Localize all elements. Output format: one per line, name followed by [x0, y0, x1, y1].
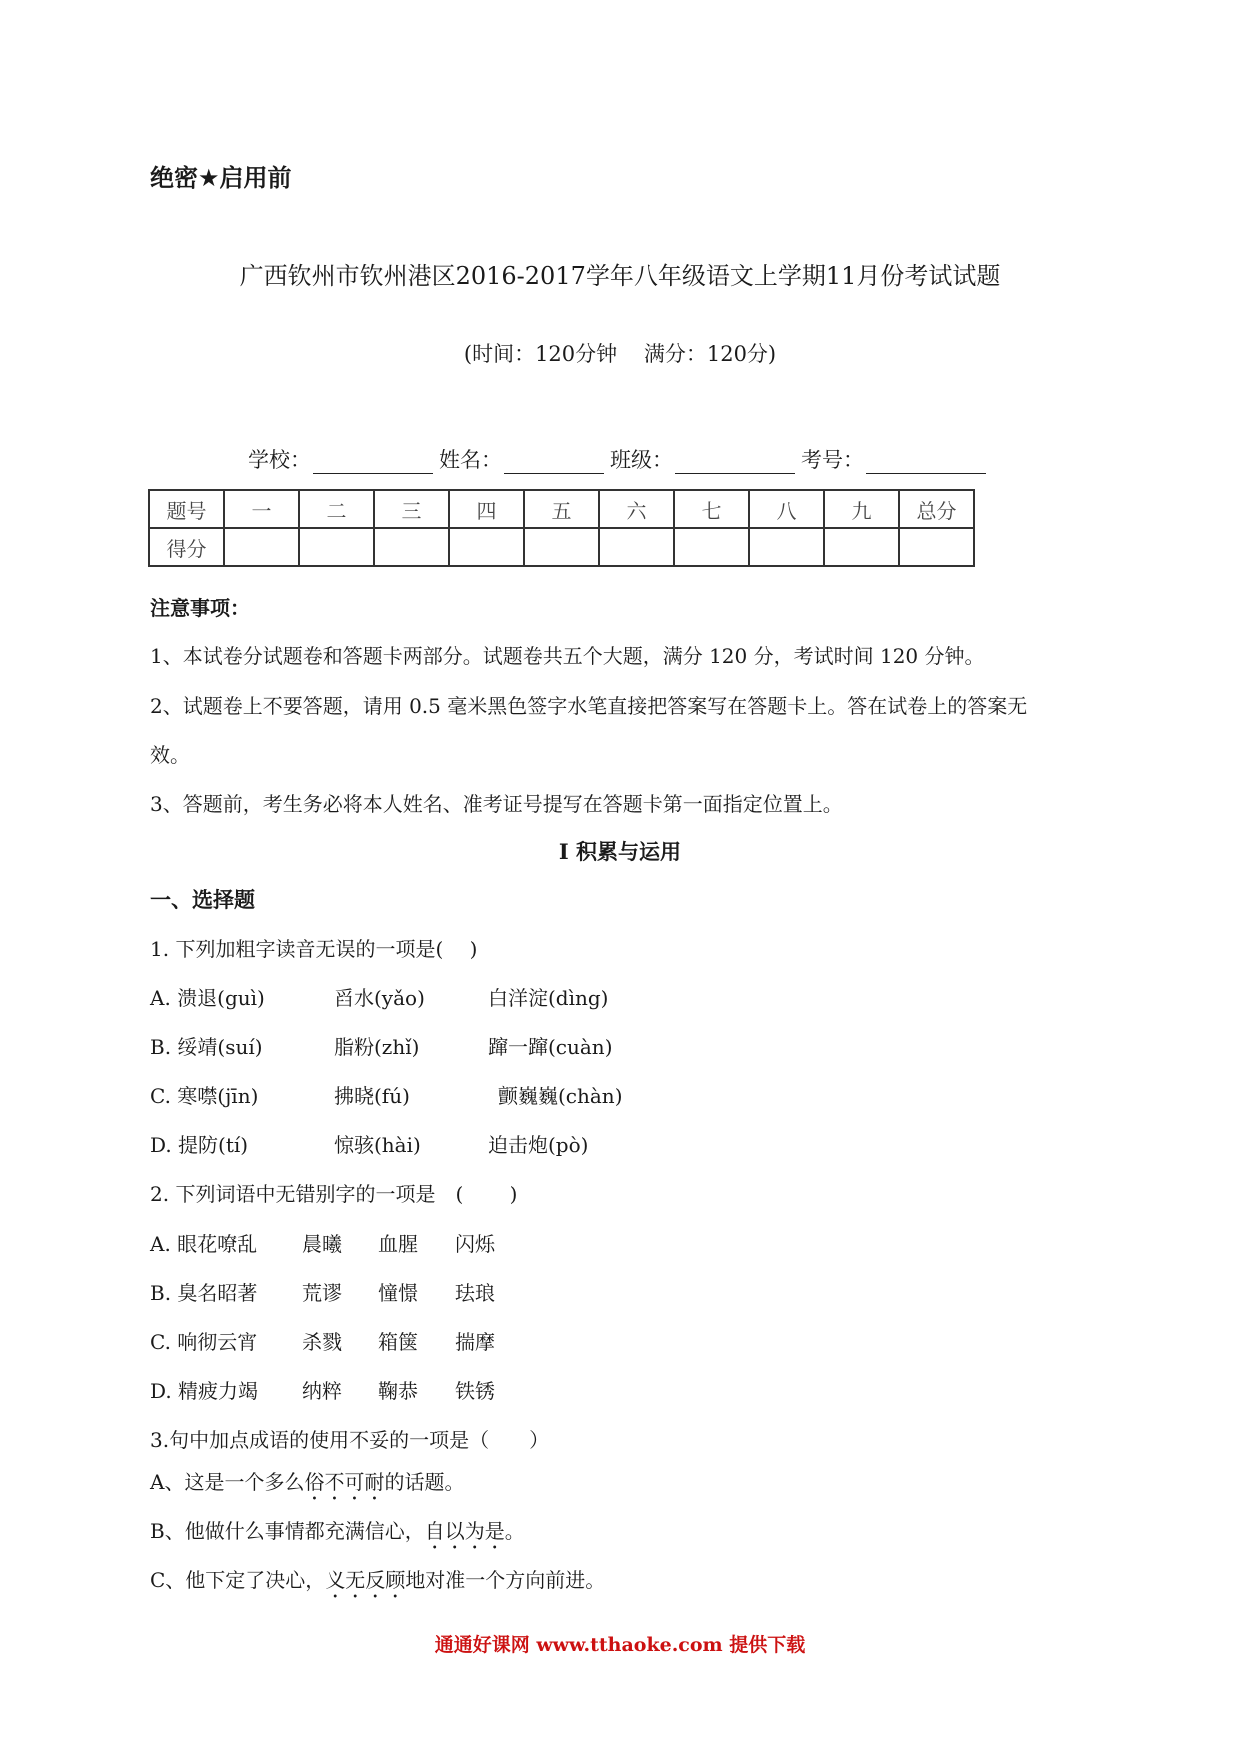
q1-option-a2: 舀水(yǎo) — [334, 986, 425, 1010]
score-header-cell: 三 — [374, 490, 449, 528]
name-blank[interactable] — [504, 453, 604, 474]
q3-a-idiom: 俗不可耐 — [304, 1470, 385, 1494]
score-header-cell: 总分 — [899, 490, 974, 528]
q2-option-b4: 珐琅 — [455, 1281, 495, 1305]
q1-option-d2: 惊骇(hài) — [334, 1133, 421, 1157]
q2-option-d3: 鞠恭 — [378, 1379, 418, 1403]
q1-option-a3: 白洋淀(dìng) — [488, 986, 609, 1010]
q2-option-c4: 揣摩 — [455, 1330, 495, 1354]
confidential-label: 绝密★启用前 — [150, 164, 292, 192]
score-cell[interactable] — [749, 528, 824, 566]
name-label: 姓名： — [439, 448, 502, 472]
q2-option-c1: C. 响彻云宵 — [150, 1330, 258, 1354]
q3-stem: 3.句中加点成语的使用不妥的一项是（ ） — [150, 1428, 550, 1452]
q1-stem: 1. 下列加粗字读音无误的一项是( ) — [150, 937, 478, 961]
q2-option-d1: D. 精疲力竭 — [150, 1379, 259, 1403]
class-blank[interactable] — [675, 453, 795, 474]
score-cell[interactable] — [524, 528, 599, 566]
score-cell[interactable] — [599, 528, 674, 566]
score-header-cell: 六 — [599, 490, 674, 528]
q1-option-b1: B. 绥靖(suí) — [150, 1035, 263, 1059]
q3-option-b — [150, 1515, 525, 1554]
class-label: 班级： — [610, 448, 673, 472]
q3-c-suffix: 地对准一个方向前进。 — [405, 1568, 606, 1592]
score-cell[interactable] — [299, 528, 374, 566]
q1-option-d1: D. 提防(tí) — [150, 1133, 249, 1157]
q1-option-c1: C. 寒噤(jīn) — [150, 1084, 259, 1108]
q2-option-b2: 荒谬 — [302, 1281, 342, 1305]
q2-option-a2: 晨曦 — [302, 1232, 342, 1256]
score-header-cell: 二 — [299, 490, 374, 528]
score-header-cell: 题号 — [149, 490, 224, 528]
score-cell[interactable] — [674, 528, 749, 566]
score-header-cell: 四 — [449, 490, 524, 528]
part-title: 一、选择题 — [150, 888, 255, 912]
note-item-2: 2、试题卷上不要答题，请用 0.5 毫米黑色签字水笔直接把答案写在答题卡上。答在试卷上的答案无 — [150, 694, 1028, 718]
q3-c-idiom: 义无反顾 — [325, 1568, 406, 1592]
q3-a-suffix: 的话题。 — [384, 1470, 465, 1494]
q2-stem: 2. 下列词语中无错别字的一项是 ( ) — [150, 1182, 518, 1206]
section-title: I 积累与运用 — [558, 839, 682, 864]
exam-time: (时间：120分钟 — [463, 342, 618, 366]
score-cell[interactable] — [224, 528, 299, 566]
q2-option-a4: 闪烁 — [455, 1232, 495, 1256]
q3-c-prefix: C、他下定了决心， — [150, 1568, 326, 1592]
note-item-2-cont: 效。 — [150, 743, 190, 767]
q1-option-a1: A. 溃退(guì) — [150, 986, 265, 1010]
q3-b-idiom: 自以为是 — [424, 1519, 505, 1543]
q3-b-suffix: 。 — [504, 1519, 525, 1543]
score-table — [148, 489, 975, 567]
q3-b-prefix: B、他做什么事情都充满信心， — [150, 1519, 425, 1543]
score-header-cell: 五 — [524, 490, 599, 528]
score-header-cell: 九 — [824, 490, 899, 528]
q2-option-d2: 纳粹 — [302, 1379, 342, 1403]
q2-option-b1: B. 臭名昭著 — [150, 1281, 258, 1305]
school-blank[interactable] — [313, 453, 433, 474]
score-cell[interactable] — [899, 528, 974, 566]
note-item-3: 3、答题前，考生务必将本人姓名、准考证号提写在答题卡第一面指定位置上。 — [150, 792, 843, 816]
q3-option-a — [150, 1466, 464, 1505]
q3-a-prefix: A、这是一个多么 — [150, 1470, 305, 1494]
q2-option-c3: 箱箧 — [378, 1330, 418, 1354]
score-header-cell: 八 — [749, 490, 824, 528]
q2-option-b3: 憧憬 — [378, 1281, 418, 1305]
q1-option-b3: 蹿一蹿(cuàn) — [488, 1035, 613, 1059]
q1-option-b2: 脂粉(zhǐ) — [334, 1035, 420, 1059]
note-item-1: 1、本试卷分试题卷和答题卡两部分。试题卷共五个大题，满分 120 分，考试时间 120 分钟。 — [150, 644, 985, 668]
q1-option-c2: 拂晓(fú) — [334, 1084, 410, 1108]
score-header-cell: 一 — [224, 490, 299, 528]
time-info — [0, 338, 1240, 368]
exam-no-label: 考号： — [801, 448, 864, 472]
notes-title: 注意事项： — [150, 596, 250, 620]
exam-title: 广西钦州市钦州港区2016-2017学年八年级语文上学期11月份考试试题 — [239, 262, 1001, 290]
exam-no-blank[interactable] — [866, 453, 986, 474]
q1-option-d3: 迫击炮(pò) — [488, 1133, 589, 1157]
score-header-cell: 七 — [674, 490, 749, 528]
q2-option-d4: 铁锈 — [455, 1379, 495, 1403]
full-score: 满分：120分) — [643, 342, 777, 366]
school-label: 学校： — [248, 448, 311, 472]
score-cell[interactable] — [824, 528, 899, 566]
score-table-header-row — [149, 490, 974, 528]
q2-option-c2: 杀戮 — [302, 1330, 342, 1354]
q3-option-c — [150, 1564, 605, 1603]
q2-option-a1: A. 眼花嘹乱 — [150, 1232, 258, 1256]
student-info-row — [248, 444, 992, 474]
score-cell[interactable] — [374, 528, 449, 566]
score-table-score-row — [149, 528, 974, 566]
q2-option-a3: 血腥 — [378, 1232, 418, 1256]
score-row-label: 得分 — [149, 528, 224, 566]
score-cell[interactable] — [449, 528, 524, 566]
q1-option-c3: 颤巍巍(chàn) — [498, 1084, 623, 1108]
footer-source-link[interactable]: 通通好课网 www.tthaoke.com 提供下载 — [434, 1634, 806, 1656]
